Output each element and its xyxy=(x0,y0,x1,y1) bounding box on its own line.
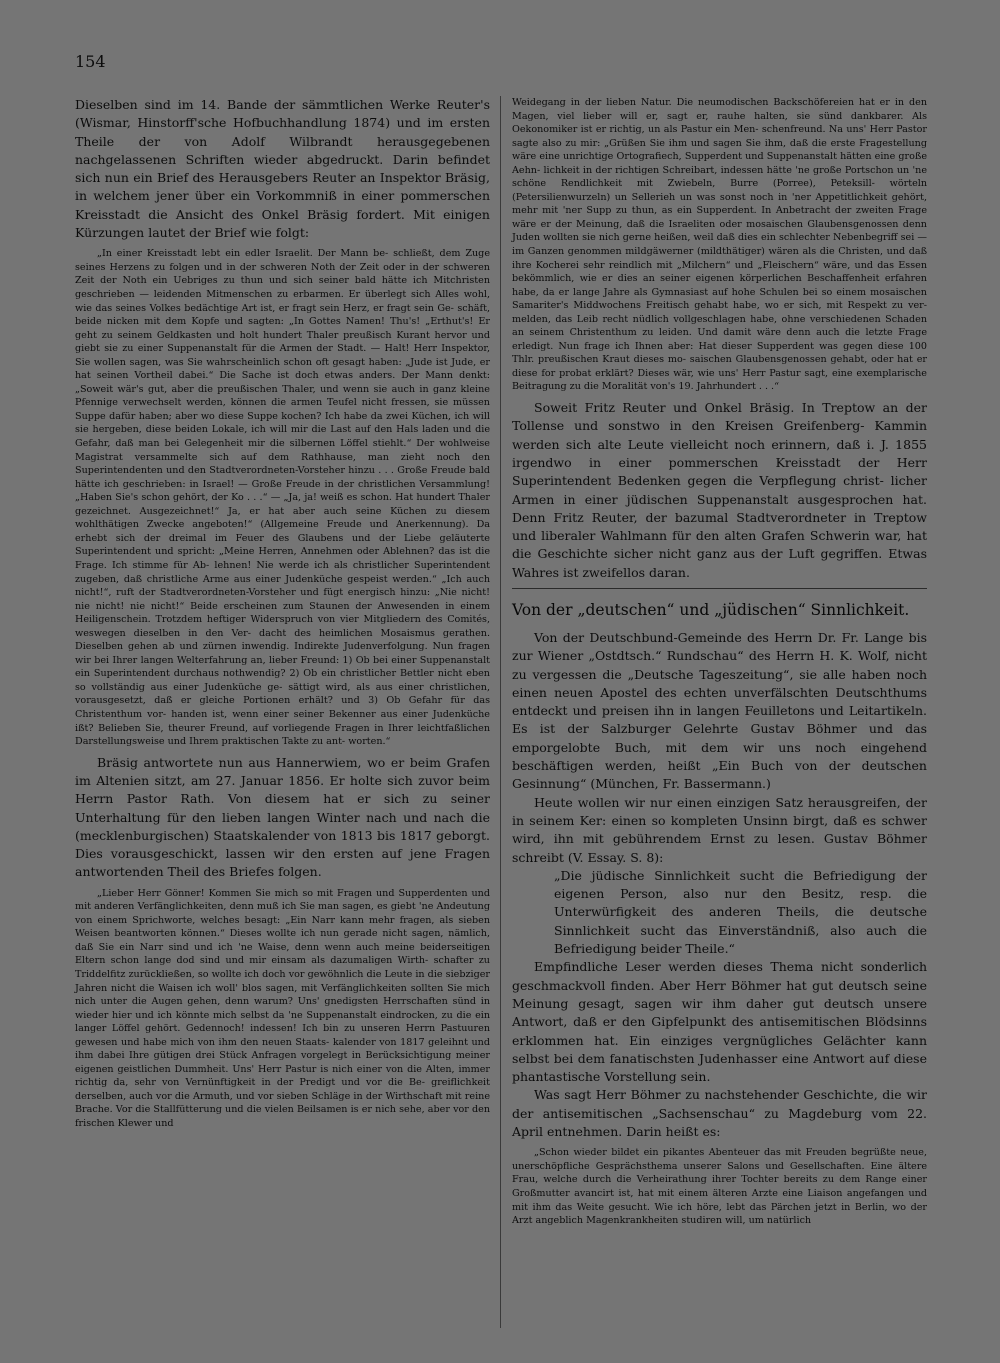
column-divider xyxy=(500,96,501,1328)
braesig-letter-continued: Weidegang in der lieben Natur. Die neumodischen Backschöfereien hat er in den Magen, viel lieber will er, sagt er, rauhe halten, sie sünd dankbarer. Als Oekonomiker ist er richtig, un als Pastur ein Men- schenfreund. Na uns' Herr Pastor sagte also zu mir: „Grüßen Sie ihm und sagen Sie ihm, daß die erste Fragestellung wäre eine unrichtige Ortografiech, Supperdent und Suppenanstalt hätten eine große Aehn- lichkeit in der richtigen Schreibart, indessen hätte 'ne große Portschon un 'ne schöne Rendlichkeit mit Zwiebeln, Burre (Porree), Peteksill- wörteln (Petersilienwurzeln) un Sellerieh un was sonst noch in 'ner Appetitlichkeit gehört, mehr mit 'ner Supp zu thun, as ein Supperdent. In Anbetracht der zweiten Frage wäre er der Meinung, daß die Israeliten oder mosaischen Glaubensgenossen denn Juden wollten sie nich gerne heißen, weil daß dies ein schlechter Nebenbegriff sei — im Ganzen genommen mildgäwerner (mildthätiger) wären als die Christen, und daß ihre Kocherei sehr reindlich mit „Milchern“ und „Fleischern“ wäre, und das Essen bekömmlich, wie er dies an seiner eigenen körperlichen Beschaffenheit erfahren habe, da er lange Jahre als Gymnasiast auf hohe Schulen bei so einem mosaischen Samariter's Middwochens Freitisch gehabt habe, wo er sich, mit Respekt zu ver- melden, das Leib recht nüdlich vollgeschlagen habe, ohne verschiedenen Schaden an seinem Christenthum zu leiden. Und damit wäre denn auch die letzte Frage erledigt. Nun frage ich Ihnen aber: Hat dieser Supperdent was gegen diese 100 Thlr. preußischen Kraut dieses mo- saischen Glaubensgenossen gehabt, oder hat er diese for probat erklärt? Dieses wär, wie uns' Herr Pastur sagt, eine exemplarische Beitragung zu die Moralität von's 19. Jahrhundert . . .“ xyxy=(512,97,927,393)
boehmer-intro-paragraph: Von der Deutschbund-Gemeinde des Herrn Dr. Fr. Lange bis zur Wiener „Ostdtsch.“ Rundschau“ des Herrn H. K. Wolf, nicht zu vergessen die „Deutsche Tageszeitung“, sie alle haben noch einen neuen Apostel des echten unverfälschten Deutschthums entdeckt und preisen ihn in langen Feuilletons und Leitartikeln. Es ist der Salzburger Gelehrte Gustav Böhmer und das emporgelobte Buch, mit dem wir uns noch eingehend beschäftigen werden, heißt „Ein Buch von der deutschen Gesinnung“ (München, Fr. Bassermann.) xyxy=(512,630,927,792)
sachsenschau-quote: „Schon wieder bildet ein pikantes Abenteuer das mit Freuden begrüßte neue, unerschöpfliche Gesprächsthema unserer Salons und Gesellschaften. Eine ältere Frau, welche durch die Verheirathung ihrer Tochter bereits zu dem Range einer Großmutter avancirt ist, hat mit einem älteren Arzte eine Liaison angefangen und mit ihm das Weite gesucht. Wie ich höre, lebt das Pärchen jetzt in Berlin, wo der Arzt angeblich Magenkrankheiten studiren will, um natürlich xyxy=(512,1147,927,1227)
braesig-answer-paragraph: Bräsig antwortete nun aus Hannerwiem, wo er beim Grafen im Altenien sitzt, am 27. Januar 1856. Er holte sich zuvor beim Herrn Pastor Rath. Von diesem hat er sich zu seiner Unterhaltung für den lieben langen Winter nach und nach die (mecklenburgischen) Staatskalender von 1813 bis 1817 geborgt. Dies vorausgeschickt, lassen wir den ersten auf jene Fragen antwortenden Theil des Briefes folgen. xyxy=(75,754,490,880)
page-number: 154 xyxy=(75,52,106,71)
left-column xyxy=(75,96,490,1131)
reuter-conclusion-paragraph: Soweit Fritz Reuter und Onkel Bräsig. In Treptow an der Tollense und sonstwo in den Kreisen Greifenberg- Kammin werden sich alte Leute vielleicht noch erinnern, daß i. J. 1855 irgendwo in einer pommerschen Kreisstadt der Herr Superintendent Bedenken gegen die Verpflegung christ- licher Armen in einer jüdischen Suppenanstalt ausgesprochen hat. Denn Fritz Reuter, der bazumal Stadtverordneter in Treptow und liberaler Wahlmann für den alten Grafen Schwerin war, hat die Geschichte sicher nicht ganz aus der Luft gegriffen. Etwas Wahres ist zweifellos daran. xyxy=(512,400,927,580)
article-heading: Von der „deutschen“ und „jüdischen“ Sinnlichkeit. xyxy=(512,601,910,619)
section-divider xyxy=(512,588,927,589)
boehmer-quote-block xyxy=(512,867,927,958)
sachsenschau-intro-paragraph: Was sagt Herr Böhmer zu nachstehender Geschichte, die wir der antisemitischen „Sachsenschau“ zu Magdeburg vom 22. April entnehmen. Darin heißt es: xyxy=(512,1087,927,1140)
boehmer-quote: „Die jüdische Sinnlichkeit sucht die Befriedigung der eigenen Person, also nur den Besitz, resp. die Unterwürfigkeit des anderen Theils, die deutsche Sinnlichkeit sucht das Einverständniß, also auch die Befriedigung beider Theile.“ xyxy=(554,867,927,957)
braesig-letter-quote: „Lieber Herr Gönner! Kommen Sie mich so mit Fragen und Supperdenten und mit anderen Verfänglichkeiten, denn muß ich Sie man sagen, es giebt 'ne Andeutung von einem Sprichworte, welches besagt: „Ein Narr kann mehr fragen, als sieben Weisen beantworten können.“ Dieses wollte ich nun gerade nicht sagen, nämlich, daß Sie ein Narr sind und ich 'ne Waise, denn wenn auch meine beiderseitigen Eltern schon lange dod sind und mir einsam als dazumaligen Wirth- schafter zu Triddelfitz zurückließen, so wollte ich doch vor gewöhnlich die Leute in die siebziger Jahren nicht die Waisen ich woll' blos sagen, mit Verfänglichkeiten sollten Sie mich nich unter die Augen gehen, denn warum? Uns' gnedigsten Herrschaften sünd in wieder hier und ich könnte mich selbst da 'ne Suppenanstalt eindrocken, zu die ein langer Löffel gehört. Gedennoch! indessen! Ich bin zu unseren Herrn Pastuuren gewesen und habe mich von ihm den neuen Staats- kalender von 1817 geleihnt und ihm dabei Ihre gütigen drei Stück Anfragen vorgelegt in Berücksichtigung meiner eigenen geistlichen Dummheit. Uns' Herr Pastur is nich einer von die Alten, immer richtig da, sehr von Vernünftigkeit in der Predigt und vor die Be- greiflichkeit derselben, auch vor die Armuth, und vor sieben Schläge in der Wirthschaft mit reine Brache. Vor die Stallfütterung und die vielen Beilsamen is er nich sehe, aber vor den frischen Klewer und xyxy=(75,887,490,1129)
reader-response-paragraph: Empfindliche Leser werden dieses Thema nicht sonderlich geschmackvoll finden. Aber Herr Böhmer hat gut deutsch seine Meinung gesagt, sagen wir ihm daher gut deutsch unsere Antwort, daß er den Gipfelpunkt des antisemitischen Blödsinns erklommen hat. Ein einziges vergnügliches Gelächter kann selbst bei dem fanatischsten Judenhasser eine Antwort auf diese phantastische Vorstellung sein. xyxy=(512,959,927,1085)
right-column xyxy=(512,96,927,1228)
intro-paragraph: Dieselben sind im 14. Bande der sämmtlichen Werke Reuter's (Wismar, Hinstorff'sche Hofbuchhandlung 1874) und im ersten Theile der von Adolf Wilbrandt herausgegebenen nachgelassenen Schriften wieder abgedruckt. Darin befindet sich nun ein Brief des Herausgebers Reuter an Inspektor Bräsig, in welchem jener über ein Vorkommniß in einer pommerschen Kreisstadt die Ansicht des Onkel Bräsig fordert. Mit einigen Kürzungen lautet der Brief wie folgt: xyxy=(75,97,490,241)
sentence-paragraph: Heute wollen wir nur einen einzigen Satz herausgreifen, der in seinem Ker: einen so kompleten Unsinn birgt, daß es schwer wird, ihn mit gebührendem Ernst zu lesen. Gustav Böhmer schreibt (V. Essay. S. 8): xyxy=(512,794,927,865)
reuter-letter-quote: „In einer Kreisstadt lebt ein edler Israelit. Der Mann be- schließt, dem Zuge seines Herzens zu folgen und in der schweren Noth der Zeit oder in der schweren Zeit der Noth ein Uebriges zu thun und sich seiner bald hätte ich Mitchristen geschrieben — leidenden Mitmenschen zu erbarmen. Er überlegt sich Alles wohl, wie das seines Volkes bedächtige Art ist, er fragt sein Herz, er fragt sein Ge- schäft, beide nicken mit dem Kopfe und sagten: „In Gottes Namen! Thu's! „Erthut's! Er geht zu seinem Geldkasten und holt hundert Thaler preußisch Kurant hervor und giebt sie zu einer Suppenanstalt für die Armen der Stadt. — Halt! Herr Inspektor, Sie wollen sagen, was Sie wahrscheinlich schon oft gesagt haben: „Jude ist Jude, er hat seinen Vortheil dabei.“ Die Sache ist doch etwas anders. Der Mann denkt: „Soweit wär's gut, aber die preußischen Thaler, und wenn sie auch in ganz kleine Pfennige verwechselt werden, können die armen Teufel nicht fressen, sie müssen Suppe dafür haben; aber wo diese Suppe kochen? Ich habe da zwei Küchen, ich will sie hergeben, diese beiden Lokale, ich will mir die Last auf den Hals laden und die Gefahr, daß man bei Gelegenheit mir die silbernen Löffel stiehlt.“ Der wohlweise Magistrat versammelte sich auf dem Rathhause, man zieht noch den Superintendenten und den Stadtverordneten-Vorsteher hinzu . . . Große Freude bald hätte ich geschrieben: in Israel! — Große Freude in der christlichen Versammlung! „Haben Sie's schon gehört, der Ko . . .“ — „Ja, ja! weiß es schon. Hat hundert Thaler gezeichnet. Ausgezeichnet!“ Ja, er hat aber auch seine Küchen zu diesem wohlthätigen Zwecke angeboten!“ (Allgemeine Freude und Anerkennung). Da erhebt sich der dreimal im Feuer des Glaubens und der Liebe geläuterte Superintendent und spricht: „Meine Herren, Annehmen oder Ablehnen? das ist die Frage. Ich stimme für Ab- lehnen! Nie werde ich als christlicher Superintendent zugeben, daß christliche Arme aus einer Judenküche gespeist werden.“ „Ich auch nicht!“, ruft der Stadtverordneten-Vorsteher und fügt energisch hinzu: „Nie nicht! nie nicht! nie nicht!“ Beide erscheinen zum Staunen der Anwesenden in einem Heiligenschein. Trotzdem heftiger Widerspruch von vier Mitgliedern des Comités, weswegen dieselben in den Ver- dacht des heimlichen Mosaismus gerathen. Dieselben gehen ab und zürnen inwendig. Indirekte Judenverfolgung. Nun fragen wir bei Ihrer langen Welterfahrung an, lieber Freund: 1) Ob bei einer Suppenanstalt ein Superintendent durchaus nothwendig? 2) Ob ein christlicher Bettler nicht eben so vollständig aus einer Judenküche ge- sättigt wird, als aus einer christlichen, vorausgesetzt, daß er gleiche Portionen erhält? und 3) Ob Gefahr für das Christenthum vor- handen ist, wenn einer seiner Bekenner aus einer Judenküche ißt? Belieben Sie, theurer Freund, auf vorliegende Fragen in Ihrer leichtfaßlichen Darstellungsweise und Ihrem praktischen Takte zu ant- worten.“ xyxy=(75,248,490,748)
